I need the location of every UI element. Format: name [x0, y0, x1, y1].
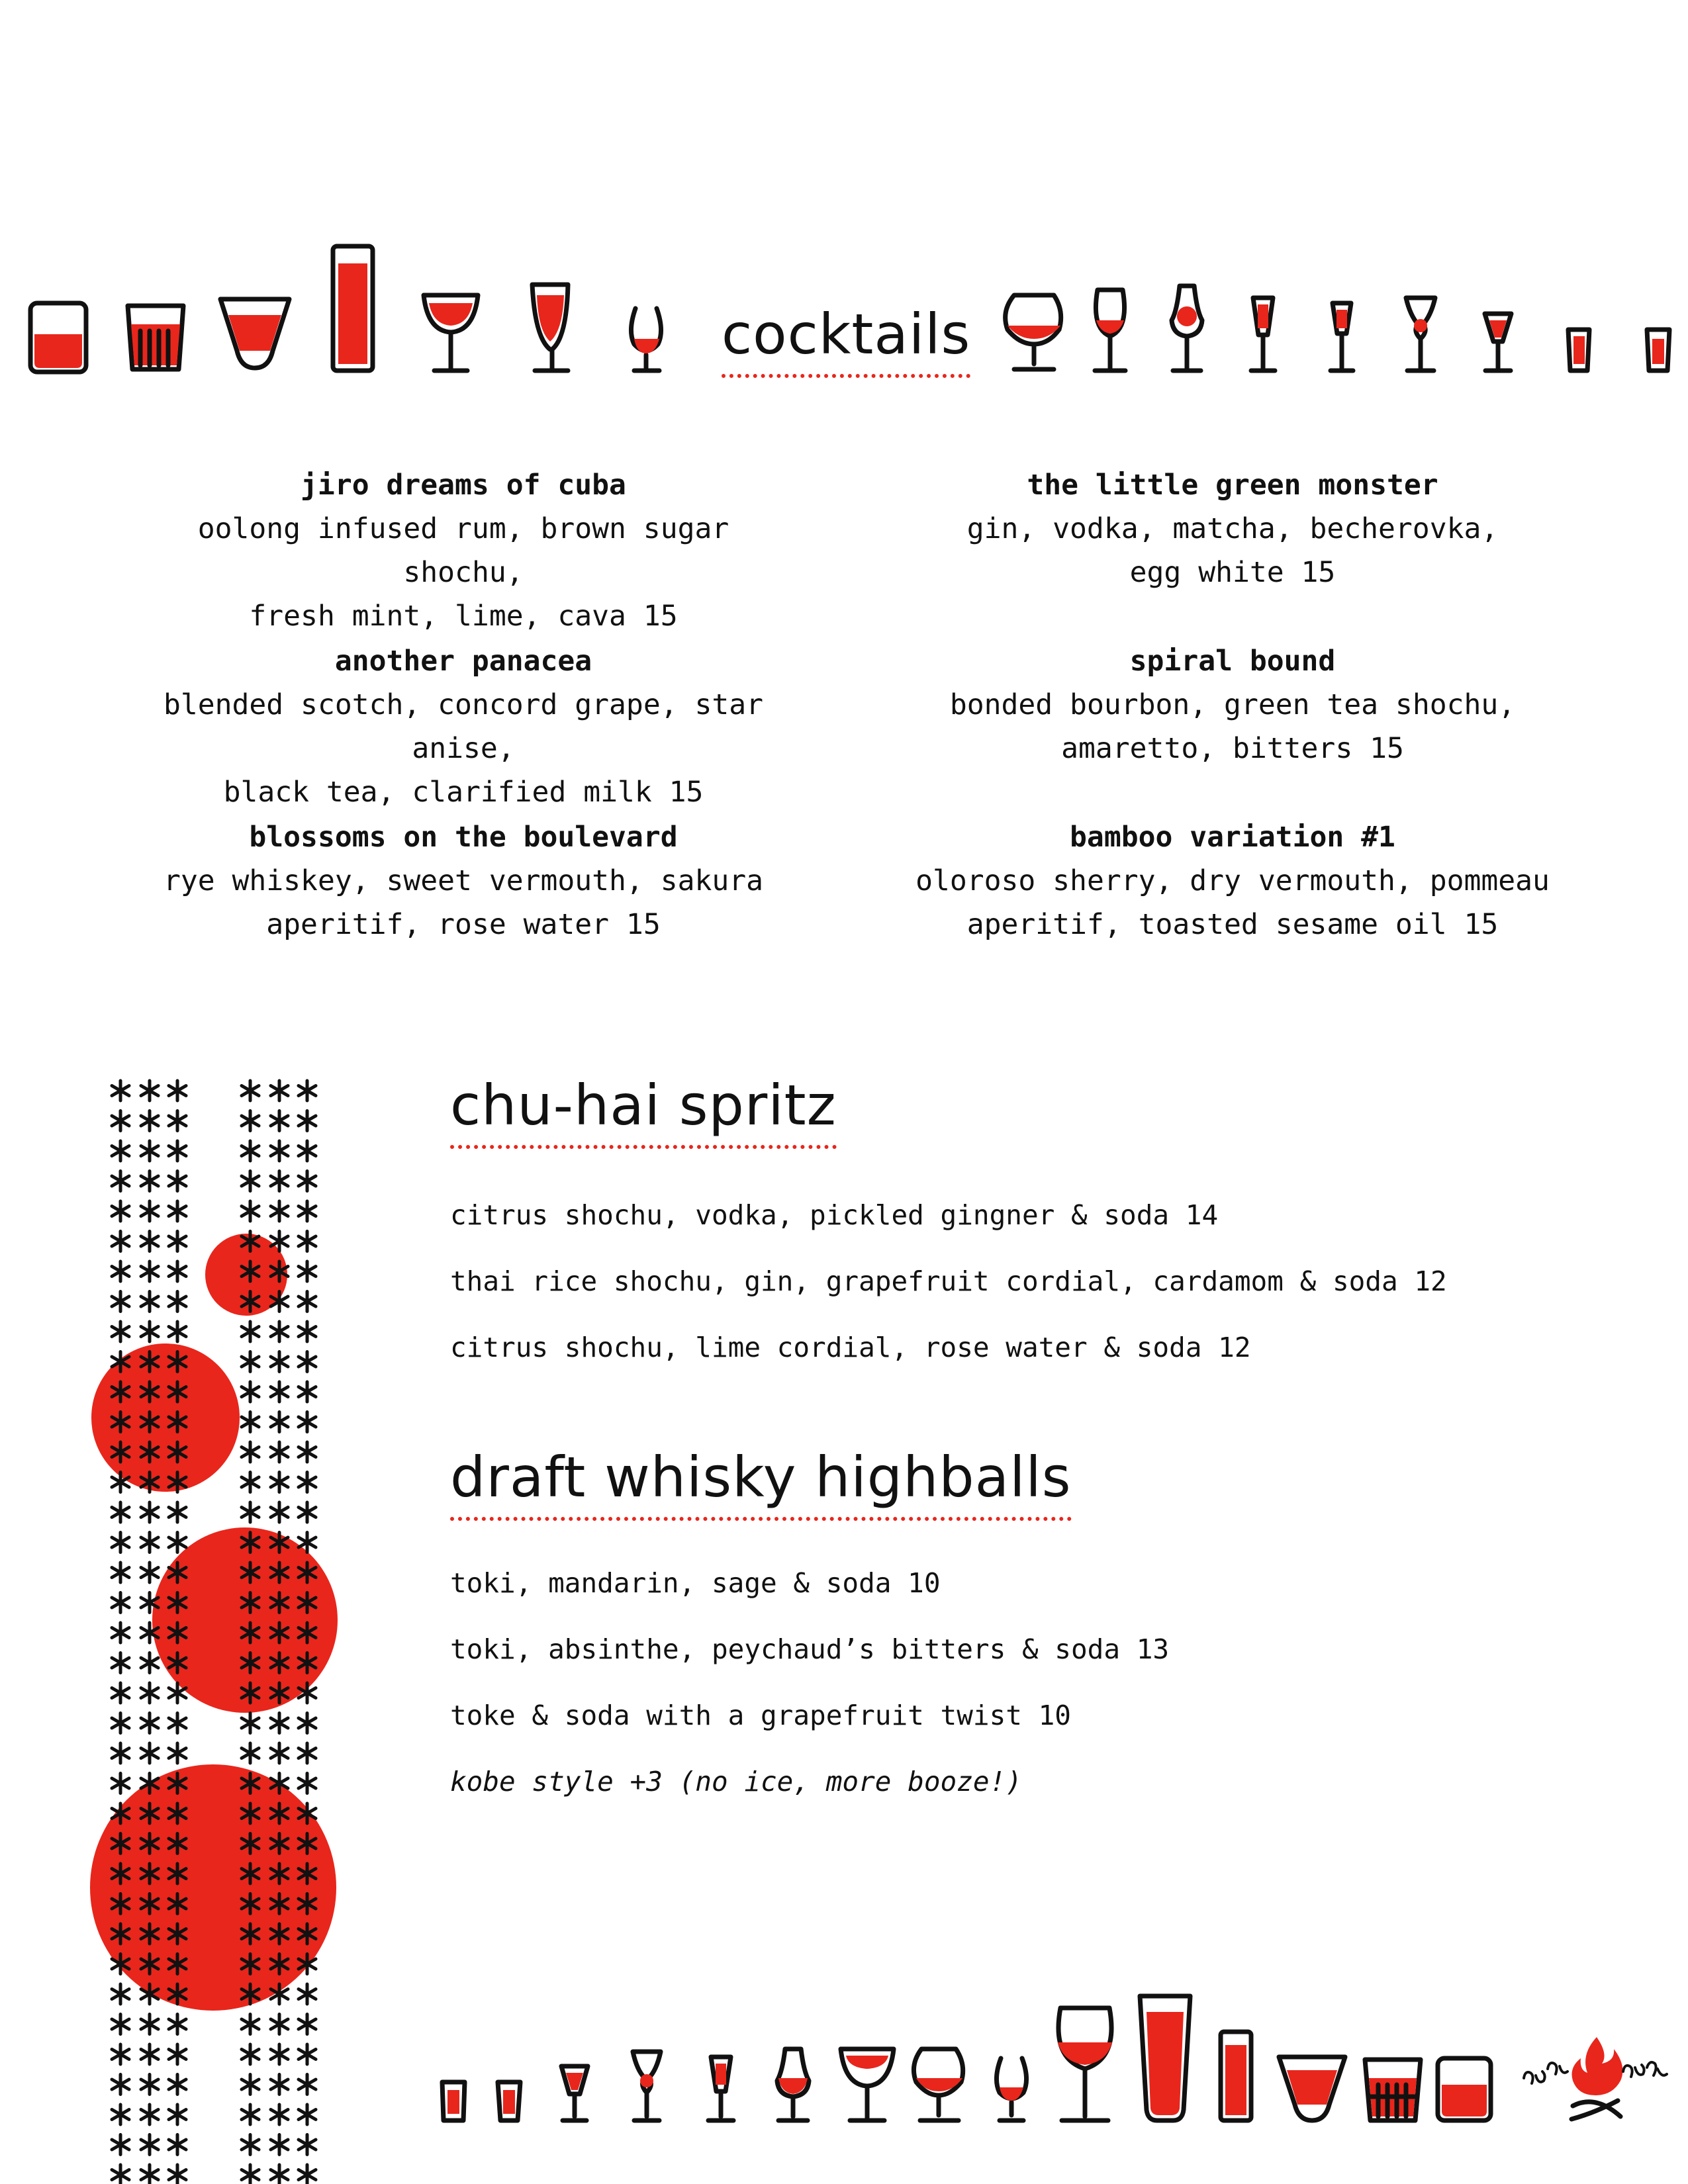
cocktail-description: blended scotch, concord grape, star anise, black tea, clarified milk 15	[163, 688, 764, 809]
pony-glass-icon	[561, 2066, 588, 2120]
cocktail-name: blossoms on the boulevard	[249, 821, 678, 854]
glencairn-glass-icon	[996, 2058, 1026, 2120]
rocks-glass-icon	[1438, 2058, 1491, 2120]
snifter-glass-icon	[914, 2049, 962, 2120]
flame-icon	[1572, 2037, 1623, 2095]
cocktail-name: jiro dreams of cuba	[301, 469, 626, 502]
wine-glass-icon	[1058, 2008, 1112, 2120]
cup-glass-icon	[1279, 2057, 1345, 2120]
chu-hai-item: citrus shochu, vodka, pickled gingner & soda 14	[450, 1199, 1219, 1231]
cocktail-name: the little green monster	[1027, 469, 1438, 502]
cocktail-name: spiral bound	[1129, 645, 1336, 678]
cocktail-description: rye whiskey, sweet vermouth, sakura aperitif, rose water 15	[163, 864, 764, 941]
nunu-logo	[1516, 2032, 1675, 2124]
shot-glass-icon-2	[498, 2082, 520, 2120]
cocktail-description: oolong infused rum, brown sugar shochu, fresh mint, lime, cava 15	[197, 512, 729, 633]
highball-item: toki, absinthe, peychaud’s bitters & soda 13	[450, 1633, 1170, 1665]
chu-hai-item: thai rice shochu, gin, grapefruit cordial, cardamom & soda 12	[450, 1265, 1447, 1297]
highballs-heading: draft whisky highballs	[450, 1444, 1072, 1521]
highball-item: toki, mandarin, sage & soda 10	[450, 1567, 941, 1599]
cocktail-description: oloroso sherry, dry vermouth, pommeau aperitif, toasted sesame oil 15	[915, 864, 1550, 941]
collins-glass-icon	[1221, 2032, 1251, 2120]
sherry-glass-icon	[633, 2052, 661, 2120]
cocktail-description: gin, vodka, matcha, becherovka, egg white 15	[966, 512, 1499, 589]
highball-note: kobe style +3 (no ice, more booze!)	[450, 1766, 1022, 1797]
cocktails-heading: cocktails	[722, 301, 970, 378]
liqueur-glass-icon	[708, 2057, 733, 2120]
cocktail-name: bamboo variation #1	[1070, 821, 1395, 854]
cordial-glass-icon	[777, 2049, 809, 2120]
cross-mark	[1571, 2101, 1620, 2119]
coupe-glass-icon	[841, 2049, 894, 2120]
chu-hai-item: citrus shochu, lime cordial, rose water & soda 12	[450, 1332, 1251, 1363]
highball-item: toke & soda with a grapefruit twist 10	[450, 1700, 1071, 1731]
cocktail-name: another panacea	[334, 645, 592, 678]
faceted-glass-icon	[1365, 2060, 1421, 2120]
shot-glass-icon	[442, 2082, 465, 2120]
pilsner-glass-icon	[1140, 1996, 1190, 2120]
chu-hai-heading: chu-hai spritz	[450, 1072, 837, 1149]
cocktail-description: bonded bourbon, green tea shochu, amaretto, bitters 15	[949, 688, 1516, 765]
